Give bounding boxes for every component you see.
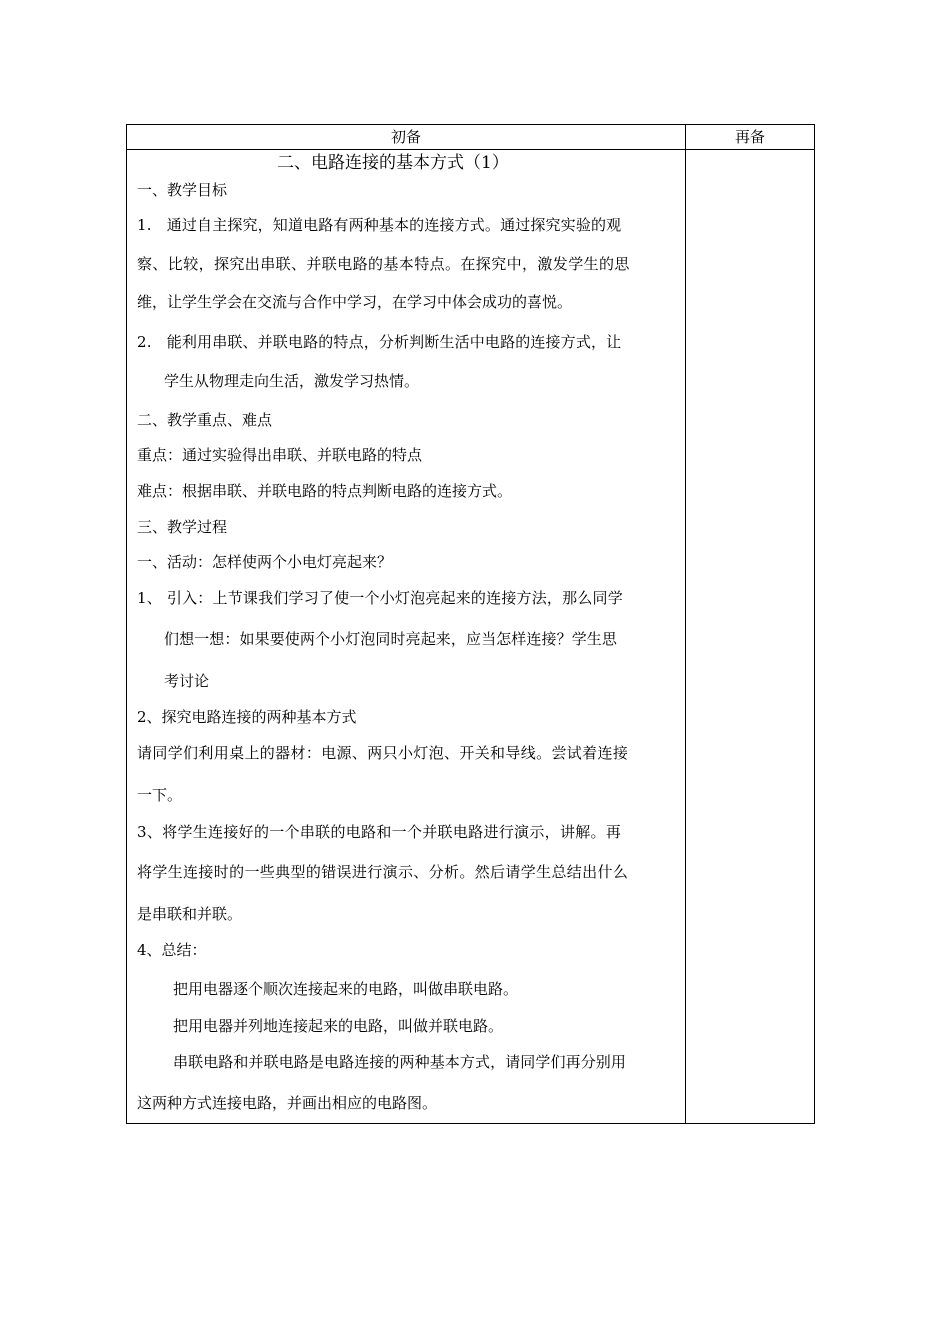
text-line: 们想一想：如果要使两个小灯泡同时亮起来，应当怎样连接？学生思 [164,630,618,648]
text-line: 一、活动：怎样使两个小电灯亮起来？ [137,553,393,571]
lesson-title: 二、电路连接的基本方式（1） [277,153,509,173]
text-line: 维，让学生学会在交流与合作中学习，在学习中体会成功的喜悦。 [137,293,573,311]
text-line: 4、总结： [137,941,207,959]
text-line: 将学生连接时的一些典型的错误进行演示、分析。然后请学生总结出什么 [137,863,629,881]
section-heading: 一、教学目标 [137,181,228,199]
text-line: 学生从物理走向生活，激发学习热情。 [164,372,420,390]
section-heading: 二、教学重点、难点 [137,411,273,429]
text-line: 重点：通过实验得出串联、并联电路的特点 [137,446,423,464]
text-line: 把用电器逐个顺次连接起来的电路，叫做串联电路。 [173,980,519,998]
text-line: 请同学们利用桌上的器材：电源、两只小灯泡、开关和导线。尝试着连接 [137,744,629,762]
text-line: 把用电器并列地连接起来的电路，叫做并联电路。 [173,1017,504,1035]
text-line: 2. 能利用串联、并联电路的特点，分析判断生活中电路的连接方式，让 [137,333,622,351]
text-line: 3、将学生连接好的一个串联的电路和一个并联电路进行演示，讲解。再 [137,823,622,841]
text-line: 串联电路和并联电路是电路连接的两种基本方式，请同学们再分别用 [173,1053,627,1071]
section-heading: 三、教学过程 [137,518,228,536]
header-re-prep: 再备 [734,128,765,146]
text-line: 一下。 [137,786,183,804]
text-line: 是串联和并联。 [137,905,243,923]
re-prep-column [686,150,815,1123]
header-initial-prep: 初备 [390,128,421,146]
text-line: 2、探究电路连接的两种基本方式 [137,708,357,726]
text-line: 1、 引入：上节课我们学习了使一个小灯泡亮起来的连接方法，那么同学 [137,589,623,607]
text-line: 1. 通过自主探究，知道电路有两种基本的连接方式。通过探究实验的观 [137,216,622,234]
text-line: 考讨论 [164,672,210,690]
text-line: 察、比较，探究出串联、并联电路的基本特点。在探究中，激发学生的思 [137,255,630,273]
text-line: 这两种方式连接电路，并画出相应的电路图。 [137,1094,438,1112]
lesson-plan-table [126,124,815,1124]
text-line: 难点：根据串联、并联电路的特点判断电路的连接方式。 [137,482,513,500]
